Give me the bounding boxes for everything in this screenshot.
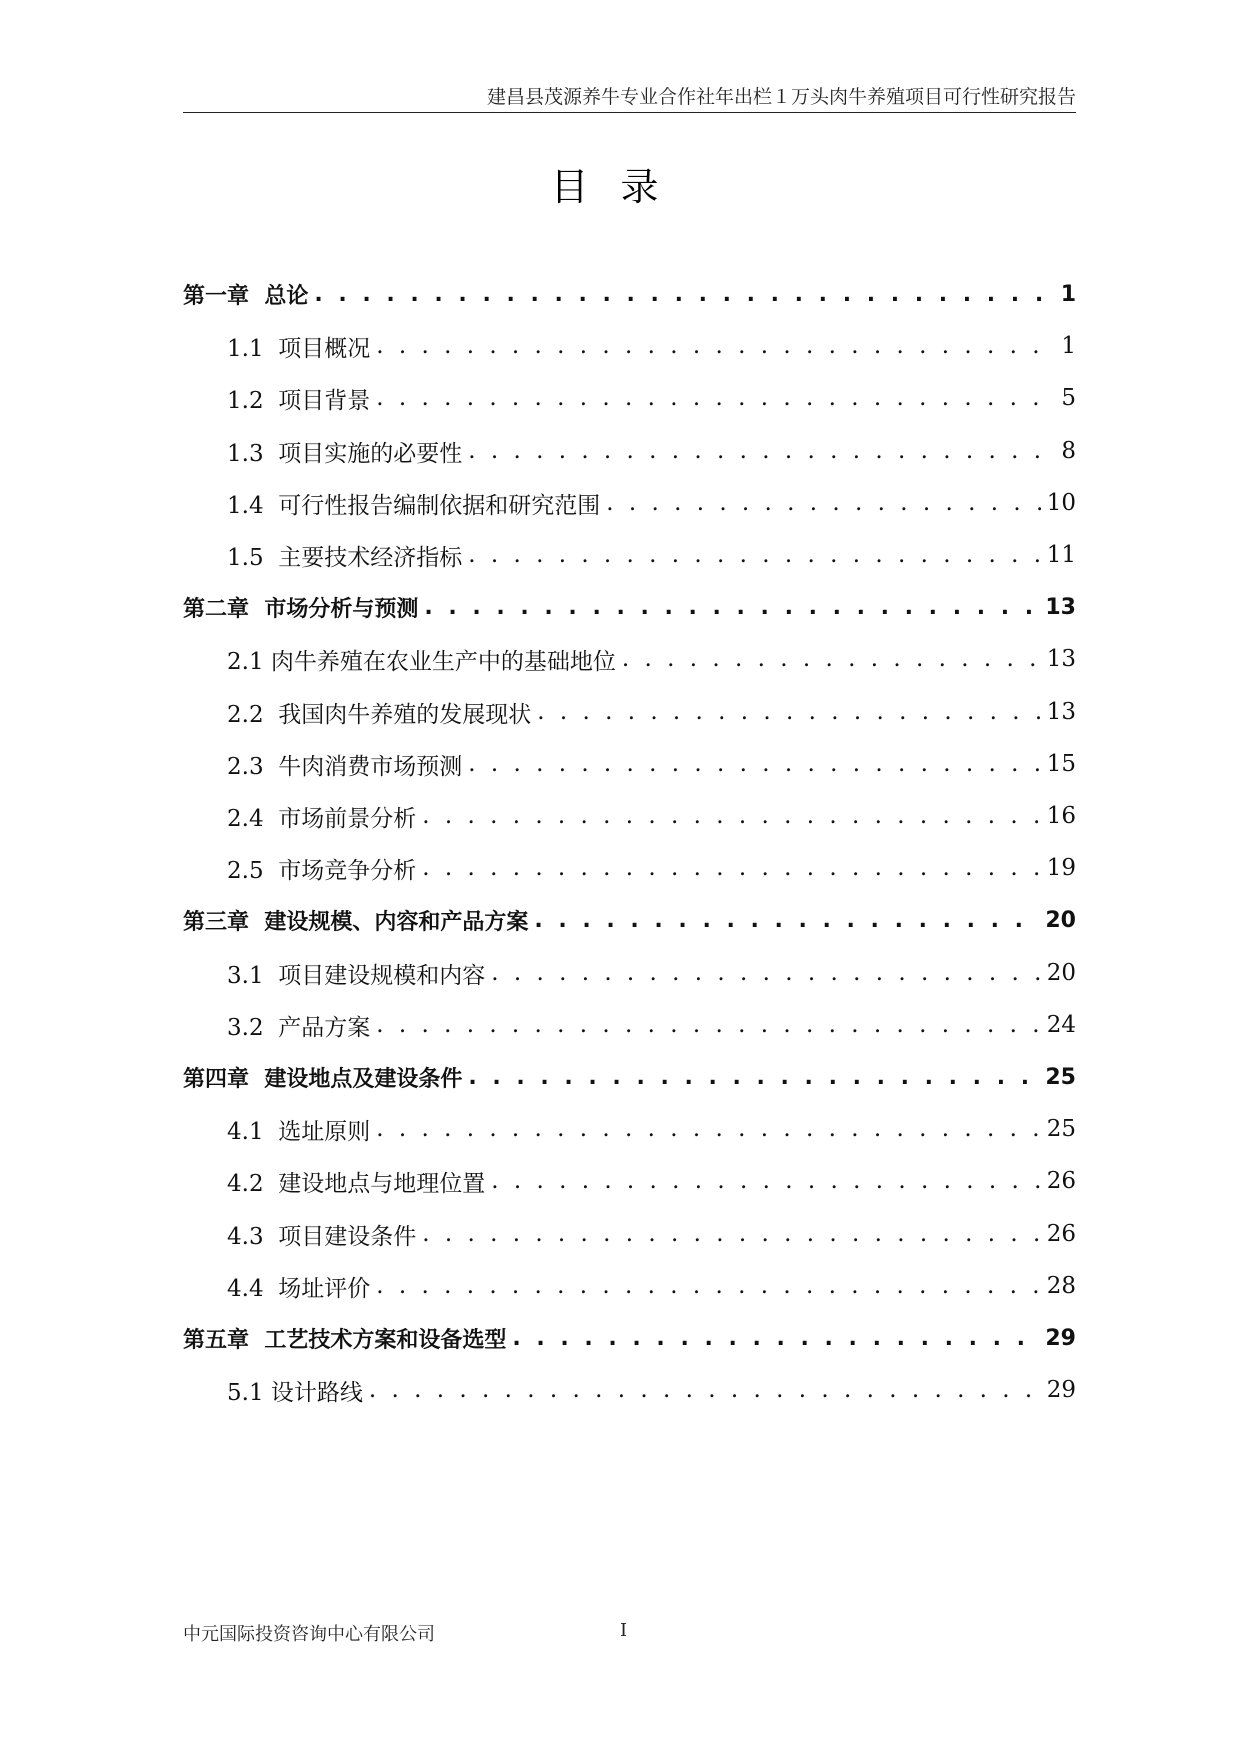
toc-entry-label: 2.2 我国肉牛养殖的发展现状 (227, 701, 532, 728)
toc-entry-page: 25 (1045, 1064, 1076, 1090)
toc-entry-page: 28 (1046, 1273, 1076, 1299)
toc-entry-label: 1.3 项目实施的必要性 (227, 440, 463, 467)
toc-entry-label: 3.2 产品方案 (227, 1014, 371, 1041)
toc-entry[interactable] (183, 1266, 1076, 1306)
toc-entry[interactable] (183, 953, 1076, 993)
toc-entry-page: 16 (1046, 803, 1076, 829)
toc-entry-label: 5.1 设计路线 (227, 1379, 363, 1406)
toc-entry[interactable] (183, 1005, 1076, 1045)
toc-dot-leader (534, 908, 1039, 933)
toc-entry-label: 第一章 总论 (183, 283, 309, 309)
toc-dot-leader (468, 542, 1041, 568)
toc-entry-page: 11 (1046, 542, 1076, 568)
toc-entry-page: 8 (1061, 438, 1076, 464)
toc-entry-page: 26 (1046, 1221, 1076, 1247)
toc-entry-page: 19 (1046, 855, 1076, 881)
toc-entry[interactable] (183, 535, 1076, 575)
toc-entry-page: 26 (1046, 1168, 1076, 1194)
toc-entry-label: 4.3 项目建设条件 (227, 1223, 417, 1250)
toc-dot-leader (468, 438, 1055, 464)
toc-entry[interactable] (183, 431, 1076, 471)
toc-dot-leader (424, 595, 1039, 620)
footer-page-number: I (620, 1620, 628, 1641)
toc-entry[interactable] (183, 274, 1076, 314)
toc-dot-leader (376, 1273, 1041, 1299)
toc-entry-page: 20 (1046, 960, 1076, 986)
toc-entry-page: 25 (1046, 1116, 1076, 1142)
toc-dot-leader (606, 490, 1041, 516)
toc-entry-label: 1.4 可行性报告编制依据和研究范围 (227, 492, 601, 519)
toc-entry-label: 4.2 建设地点与地理位置 (227, 1170, 486, 1197)
toc-entry[interactable] (183, 1109, 1076, 1149)
toc-entry[interactable] (183, 1318, 1076, 1358)
toc-dot-leader (369, 1377, 1041, 1403)
toc-entry-page: 13 (1046, 646, 1076, 672)
toc-dot-leader (376, 1116, 1041, 1142)
toc-entry[interactable] (183, 744, 1076, 784)
toc-entry[interactable] (183, 587, 1076, 627)
toc-entry-label: 1.2 项目背景 (227, 387, 371, 414)
toc-dot-leader (376, 1012, 1041, 1038)
header-text: 建昌县茂源养牛专业合作社年出栏１万头肉牛养殖项目可行性研究报告 (486, 86, 1076, 108)
toc-entry-label: 2.1 肉牛养殖在农业生产中的基础地位 (227, 648, 616, 675)
toc-entry-page: 13 (1046, 699, 1076, 725)
toc-dot-leader (537, 699, 1041, 725)
toc-entry[interactable] (183, 848, 1076, 888)
toc-dot-leader (422, 855, 1041, 881)
toc-entry[interactable] (183, 1370, 1076, 1410)
toc-entry-label: 1.1 项目概况 (227, 335, 371, 362)
toc-dot-leader (422, 1221, 1041, 1247)
toc-entry[interactable] (183, 1057, 1076, 1097)
toc-entry[interactable] (183, 483, 1076, 523)
toc-entry-page: 20 (1045, 907, 1076, 933)
toc-entry-page: 24 (1046, 1012, 1076, 1038)
toc-dot-leader (622, 646, 1041, 672)
toc-entry-label: 第三章 建设规模、内容和产品方案 (183, 909, 529, 935)
toc-entry[interactable] (183, 378, 1076, 418)
toc-entry[interactable] (183, 326, 1076, 366)
toc-dot-leader (491, 960, 1041, 986)
toc-entry-page: 1 (1061, 333, 1076, 359)
page-title: 目录 (550, 165, 691, 209)
toc-dot-leader (422, 803, 1041, 829)
toc-entry[interactable] (183, 1161, 1076, 1201)
toc-entry-page: 1 (1060, 281, 1076, 307)
toc-entry-page: 5 (1061, 385, 1076, 411)
toc-entry-label: 4.4 场址评价 (227, 1275, 371, 1302)
toc-entry[interactable] (183, 796, 1076, 836)
toc-dot-leader (314, 282, 1054, 307)
toc-entry[interactable] (183, 1214, 1076, 1254)
toc-entry-page: 29 (1046, 1377, 1076, 1403)
toc-entry-label: 4.1 选址原则 (227, 1118, 371, 1145)
toc-entry-label: 1.5 主要技术经济指标 (227, 544, 463, 571)
toc-dot-leader (376, 333, 1055, 359)
toc-entry[interactable] (183, 900, 1076, 940)
toc-entry-label: 2.4 市场前景分析 (227, 805, 417, 832)
toc-entry-page: 10 (1046, 490, 1076, 516)
toc-entry-label: 第五章 工艺技术方案和设备选型 (183, 1327, 507, 1353)
toc-dot-leader (468, 1065, 1039, 1090)
toc-entry-label: 第二章 市场分析与预测 (183, 596, 419, 622)
toc-entry-label: 2.3 牛肉消费市场预测 (227, 753, 463, 780)
toc-entry-label: 3.1 项目建设规模和内容 (227, 962, 486, 989)
running-header (183, 86, 1076, 113)
toc-dot-leader (376, 385, 1055, 411)
toc-dot-leader (491, 1168, 1041, 1194)
footer-company: 中元国际投资咨询中心有限公司 (183, 1624, 435, 1645)
toc-entry-page: 29 (1045, 1325, 1076, 1351)
toc-dot-leader (512, 1326, 1039, 1351)
toc-entry-page: 15 (1046, 751, 1076, 777)
toc-entry-label: 2.5 市场竞争分析 (227, 857, 417, 884)
toc-entry[interactable] (183, 639, 1076, 679)
toc-entry[interactable] (183, 692, 1076, 732)
toc-dot-leader (468, 751, 1041, 777)
toc-entry-page: 13 (1045, 594, 1076, 620)
toc-entry-label: 第四章 建设地点及建设条件 (183, 1066, 463, 1092)
